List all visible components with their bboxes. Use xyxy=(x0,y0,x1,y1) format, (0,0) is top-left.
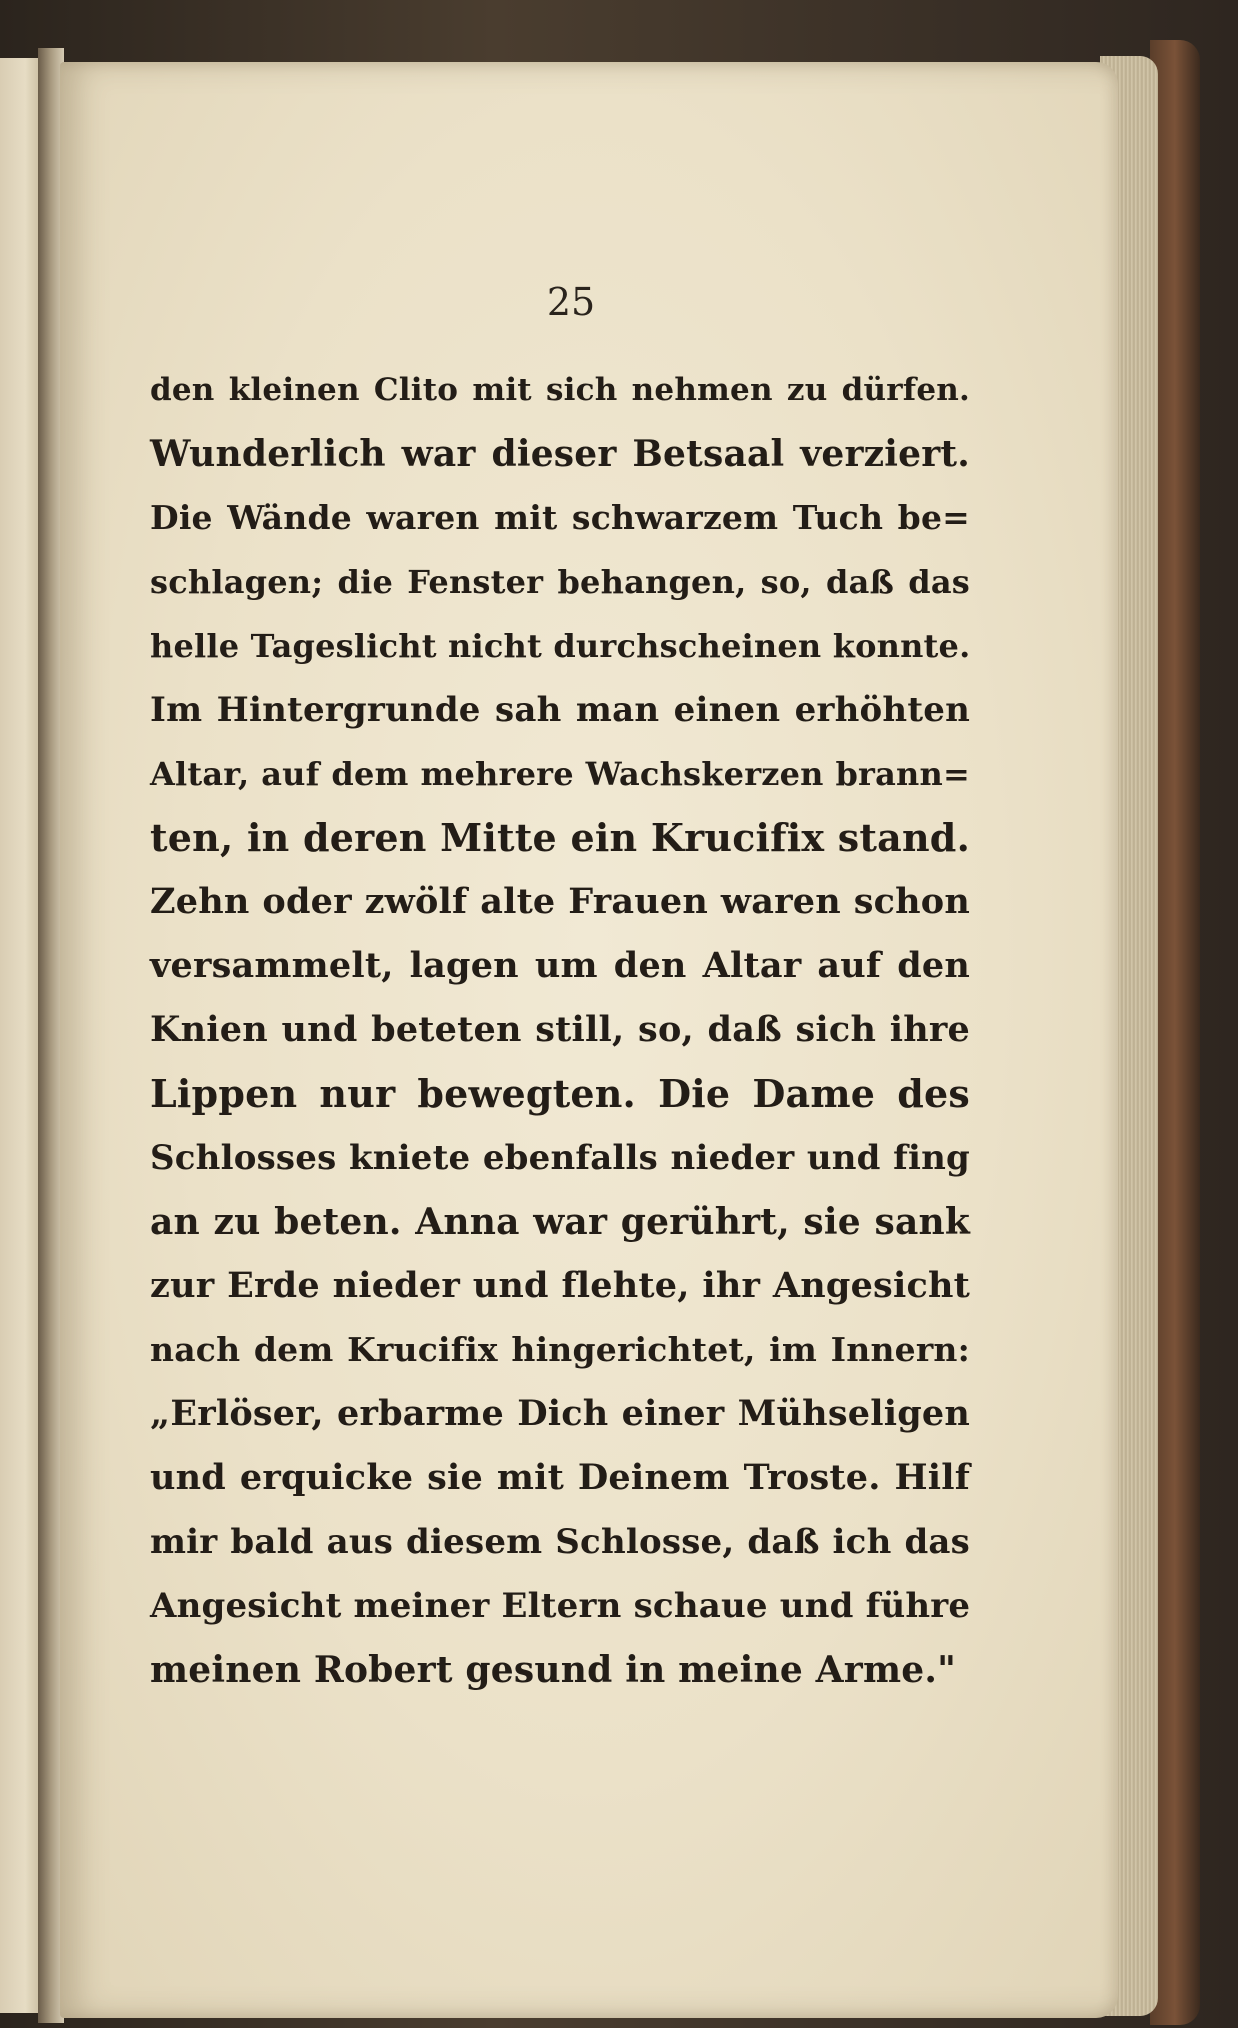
text-line: Knien und beteten still, so, daß sich ihre xyxy=(150,1009,970,1050)
text-line: ten, in deren Mitte ein Krucifix stand. xyxy=(150,815,970,860)
text-line: helle Tageslicht nicht durchscheinen konnte. xyxy=(150,627,971,665)
text-line: nach dem Krucifix hingerichtet, im Innern: xyxy=(150,1330,970,1369)
text-line: mir bald aus diesem Schlosse, daß ich das xyxy=(150,1522,970,1562)
text-line: meinen Robert gesund in meine Arme." xyxy=(150,1649,957,1691)
text-line: und erquicke sie mit Deinem Troste. Hilf xyxy=(150,1457,970,1498)
text-line: an zu beten. Anna war gerührt, sie sank xyxy=(150,1201,970,1243)
text-line: „Erlöser, erbarme Dich einer Mühseligen xyxy=(150,1393,970,1434)
previous-page-edge xyxy=(0,58,42,2013)
text-line: Wunderlich war dieser Betsaal verziert. xyxy=(150,433,970,475)
text-block xyxy=(150,358,970,1702)
text-line: den kleinen Clito mit sich nehmen zu dürfen. xyxy=(150,372,970,408)
text-line: Angesicht meiner Eltern schaue und führe xyxy=(150,1586,971,1626)
text-line: Altar, auf dem mehrere Wachskerzen brann= xyxy=(150,755,970,793)
text-line: Zehn oder zwölf alte Frauen waren schon xyxy=(150,881,970,922)
book-page xyxy=(60,62,1118,2018)
text-line: Die Wände waren mit schwarzem Tuch be= xyxy=(150,498,970,537)
text-line: Lippen nur bewegten. Die Dame des xyxy=(150,1071,970,1116)
text-line: Im Hintergrunde sah man einen erhöhten xyxy=(150,690,970,730)
text-line: Schlosses kniete ebenfalls nieder und fing xyxy=(150,1138,970,1178)
text-line: versammelt, lagen um den Altar auf den xyxy=(150,945,970,986)
text-line: schlagen; die Fenster behangen, so, daß das xyxy=(150,563,970,601)
text-line: zur Erde nieder und flehte, ihr Angesicht xyxy=(150,1265,970,1306)
page-number: 25 xyxy=(546,280,596,324)
